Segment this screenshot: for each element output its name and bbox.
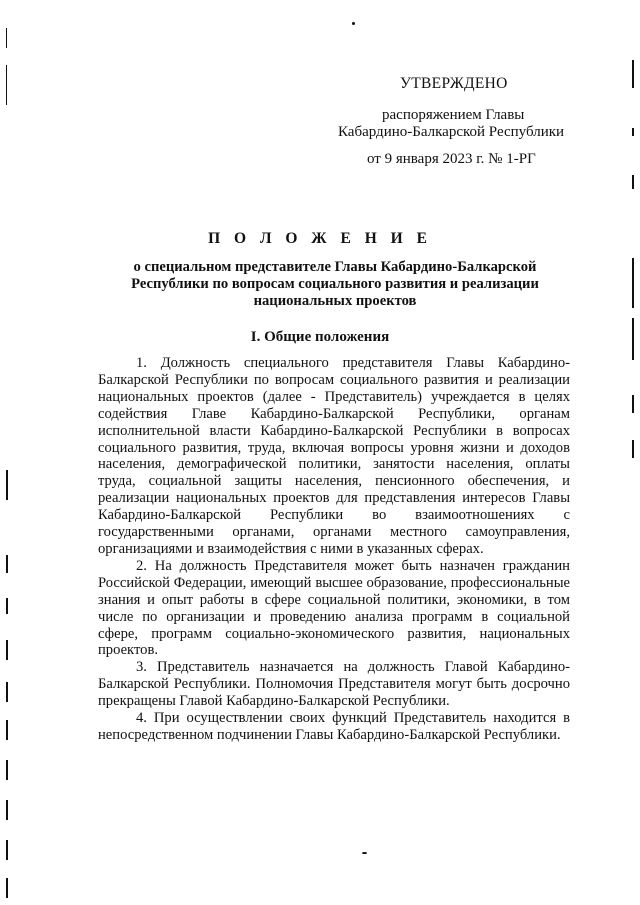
approval-title: УТВЕРЖДЕНО bbox=[400, 75, 508, 92]
scan-speck-bottom bbox=[362, 852, 367, 854]
scan-mark-right-1 bbox=[632, 60, 634, 88]
document-body bbox=[98, 355, 570, 744]
scan-mark-left-7 bbox=[6, 682, 8, 702]
scan-mark-left-5 bbox=[6, 598, 8, 614]
approval-republic: Кабардино-Балкарской Республики bbox=[338, 124, 565, 140]
scan-speck-top bbox=[352, 22, 355, 25]
scan-mark-left-8 bbox=[6, 720, 8, 740]
paragraph-4: 4. При осуществлении своих функций Представитель находится в непосредственном подчинении Главы Кабардино-Балкарской Республики. bbox=[98, 710, 570, 743]
scan-mark-left-9 bbox=[6, 760, 8, 780]
document-heading: П О Л О Ж Е Н И Е bbox=[208, 230, 432, 247]
scan-mark-left-2 bbox=[6, 65, 7, 105]
approval-issuer: распоряжением Главы bbox=[382, 107, 525, 123]
scan-mark-left-11 bbox=[6, 840, 8, 860]
scan-mark-right-7 bbox=[632, 440, 634, 458]
paragraph-3: 3. Представитель назначается на должность Главой Кабардино-Балкарской Республики. Полномочия Представителя могут быть досрочно прекращены Главой Кабардино-Балкарской Республики. bbox=[98, 659, 570, 710]
section-title: I. Общие положения bbox=[250, 329, 390, 345]
scan-mark-left-1 bbox=[6, 28, 7, 48]
approval-date: от 9 января 2023 г. № 1-РГ bbox=[367, 151, 536, 167]
scan-mark-right-6 bbox=[632, 395, 634, 413]
document-subheading: о специальном представителе Главы Кабардино-Балкарской Республики по вопросам социального развития и реализации национальных проектов bbox=[131, 259, 539, 309]
scan-mark-right-2 bbox=[632, 128, 634, 136]
scan-mark-right-4 bbox=[632, 258, 634, 308]
paragraph-2: 2. На должность Представителя может быть назначен гражданин Российской Федерации, имеющий высшее образование, профессиональные знания и опыт работы в сфере социальной политики, экономики, в том числе по организации и проведению анализа программ в социальной сфере, программ социально-экономического развития, национальных проектов. bbox=[98, 557, 570, 659]
scan-mark-left-10 bbox=[6, 800, 8, 820]
scan-mark-left-4 bbox=[6, 555, 8, 573]
paragraph-1: 1. Должность специального представителя Главы Кабардино-Балкарской Республики по вопросам социального развития и реализации национальных проектов (далее - Представитель) учреждается в целях содействия Главе Кабардино-Балкарской Республики, органам исполнительной власти Кабардино-Балкарской Республики в вопросах социального развития, труда, включая вопросы уровня жизни и доходов населения, демографической политики, занятости населения, оплаты труда, социальной защиты населения, пенсионного обеспечения, и реализации национальных проектов для представления интересов Главы Кабардино-Балкарской Республики во взаимоотношениях с государственными органами, органами местного самоуправления, организациями и взаимодействия с ними в указанных сферах. bbox=[98, 355, 570, 557]
scan-mark-left-3 bbox=[6, 470, 8, 500]
scan-mark-right-3 bbox=[632, 175, 634, 189]
scan-mark-left-6 bbox=[6, 640, 8, 660]
scan-mark-left-12 bbox=[6, 878, 8, 898]
